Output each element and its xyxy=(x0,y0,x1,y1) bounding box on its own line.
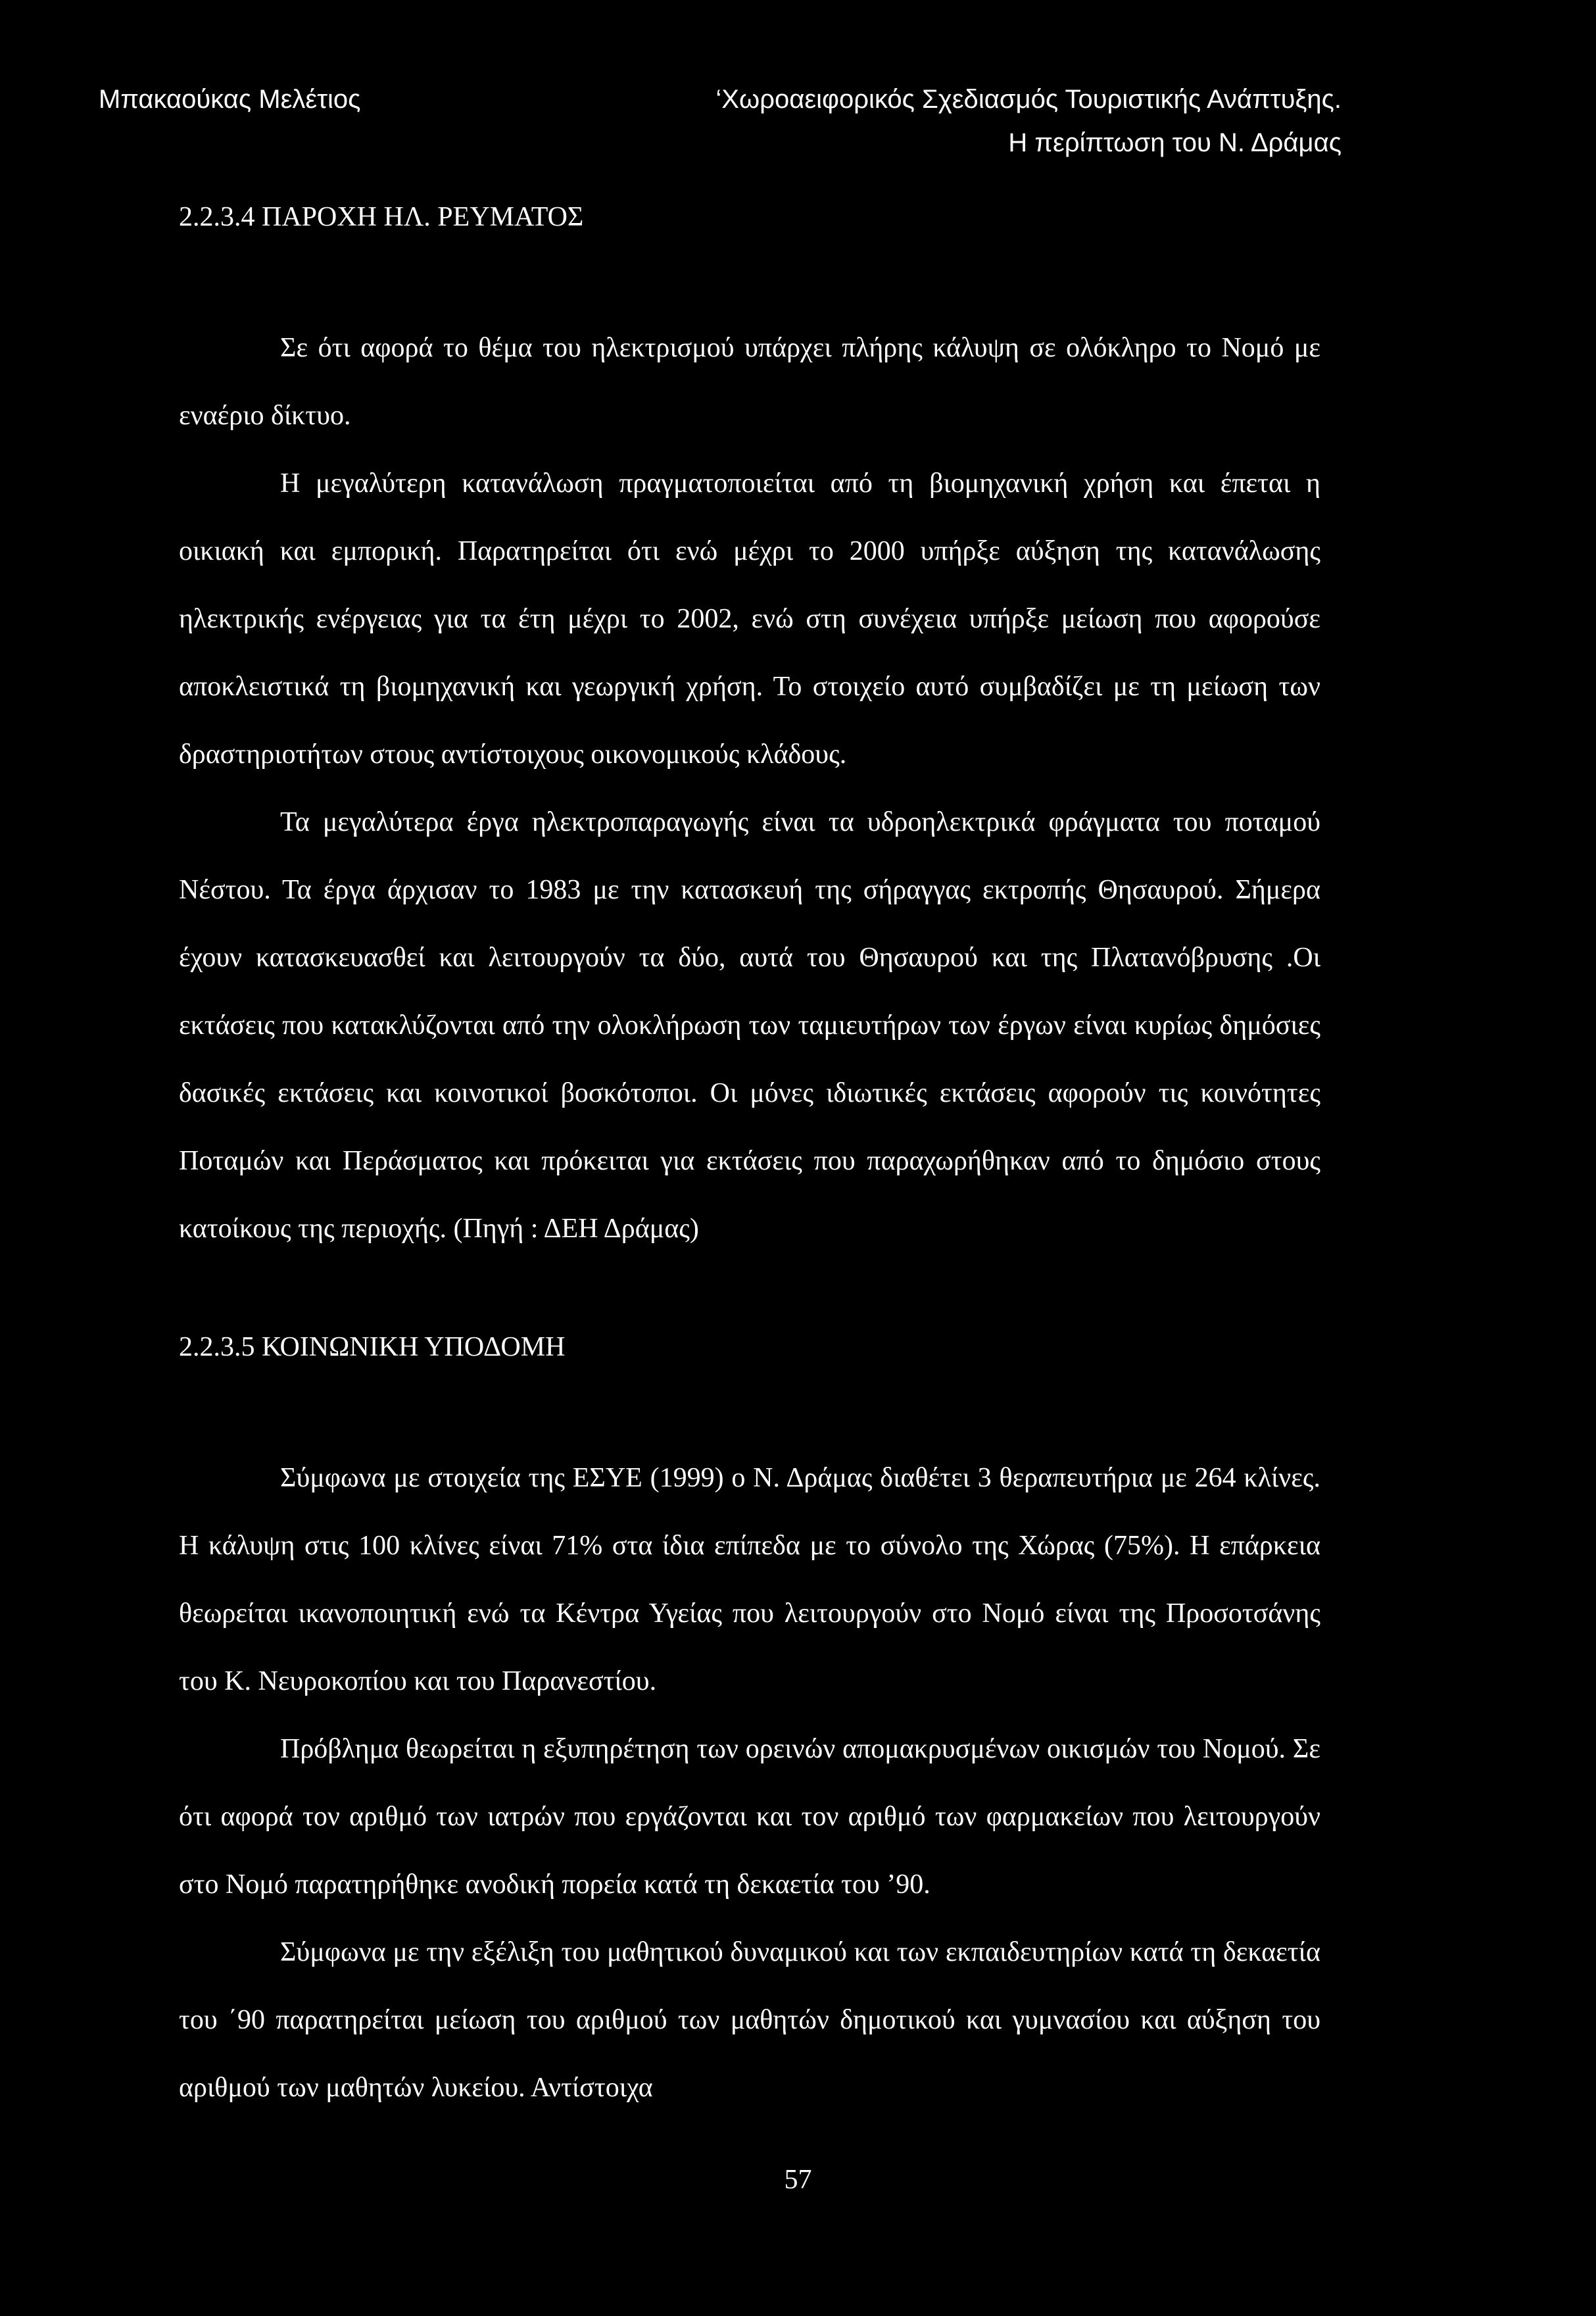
paragraph: Πρόβλημα θεωρείται η εξυπηρέτηση των ορεινών απομακρυσμένων οικισμών του Νομού. Σε ότι αφορά τον αριθμό των ιατρών που εργάζονται και τον αριθμό των φαρμακείων που λειτουργούν στο Νομό παρατηρήθηκε ανοδική πορεία κατά τη δεκαετία του ’90. xyxy=(179,1734,1320,1900)
header-title-line2: Η περίπτωση του Ν. Δράμας xyxy=(1008,128,1342,157)
header-author: Μπακαούκας Μελέτιος xyxy=(99,85,361,114)
header-title-line1: ‘Χωροαειφορικός Σχεδιασμός Τουριστικής Ανάπτυξης. xyxy=(715,85,1342,114)
paragraph: Σύμφωνα με την εξέλιξη του μαθητικού δυναμικού και των εκπαιδευτηρίων κατά τη δεκαετία του ΄90 παρατηρείται μείωση του αριθμού των μαθητών δημοτικού και γυμνασίου και αύξηση του αριθμού των μαθητών λυκείου. Αντίστοιχα xyxy=(179,1937,1320,2103)
paragraph: Η μεγαλύτερη κατανάλωση πραγματοποιείται από τη βιομηχανική χρήση και έπεται η οικιακή και εμπορική. Παρατηρείται ότι ενώ μέχρι το 2000 υπήρξε αύξηση της κατανάλωσης ηλεκτρικής ενέργειας για τα έτη μέχρι το 2002, ενώ στη συνέχεια υπήρξε μείωση που αφορούσε αποκλειστικά τη βιομηχανική και γεωργική χρήση. Το στοιχείο αυτό συμβαδίζει με τη μείωση των δραστηριοτήτων στους αντίστοιχους οικονομικούς κλάδους. xyxy=(179,468,1320,770)
page-content xyxy=(179,197,1320,2122)
header-title xyxy=(715,78,1342,164)
paragraph: Τα μεγαλύτερα έργα ηλεκτροπαραγωγής είναι τα υδροηλεκτρικά φράγματα του ποταμού Νέστου. Τα έργα άρχισαν το 1983 με την κατασκευή της σήραγγας εκτροπής Θησαυρού. Σήμερα έχουν κατασκευασθεί και λειτουργούν τα δύο, αυτά του Θησαυρού και της Πλατανόβρυσης .Οι εκτάσεις που κατακλύζονται από την ολοκλήρωση των ταμιευτήρων των έργων είναι κυρίως δημόσιες δασικές εκτάσεις και κοινοτικοί βοσκότοποι. Οι μόνες ιδιωτικές εκτάσεις αφορούν τις κοινότητες Ποταμών και Περάσματος και πρόκειται για εκτάσεις που παραχωρήθηκαν από το δημόσιο στους κατοίκους της περιοχής. (Πηγή : ΔΕΗ Δράμας) xyxy=(179,807,1320,1244)
paragraph: Σύμφωνα με στοιχεία της ΕΣΥΕ (1999) ο Ν. Δράμας διαθέτει 3 θεραπευτήρια με 264 κλίνες. Η κάλυψη στις 100 κλίνες είναι 71% στα ίδια επίπεδα με το σύνολο της Χώρας (75%). Η επάρκεια θεωρείται ικανοποιητική ενώ τα Κέντρα Υγείας που λειτουργούν στο Νομό είναι της Προσοτσάνης του Κ. Νευροκοπίου και του Παρανεστίου. xyxy=(179,1463,1320,1696)
section-heading-social-infrastructure: 2.2.3.5 ΚΟΙΝΩΝΙΚΗ ΥΠΟΔΟΜΗ xyxy=(179,1332,566,1362)
paragraph: Σε ότι αφορά το θέμα του ηλεκτρισμού υπάρχει πλήρης κάλυψη σε ολόκληρο το Νομό με εναέριο δίκτυο. xyxy=(179,333,1320,431)
page-number: 57 xyxy=(784,2165,812,2195)
section-heading-power-supply: 2.2.3.4 ΠΑΡΟΧΗ ΗΛ. ΡΕΥΜΑΤΟΣ xyxy=(179,202,584,232)
